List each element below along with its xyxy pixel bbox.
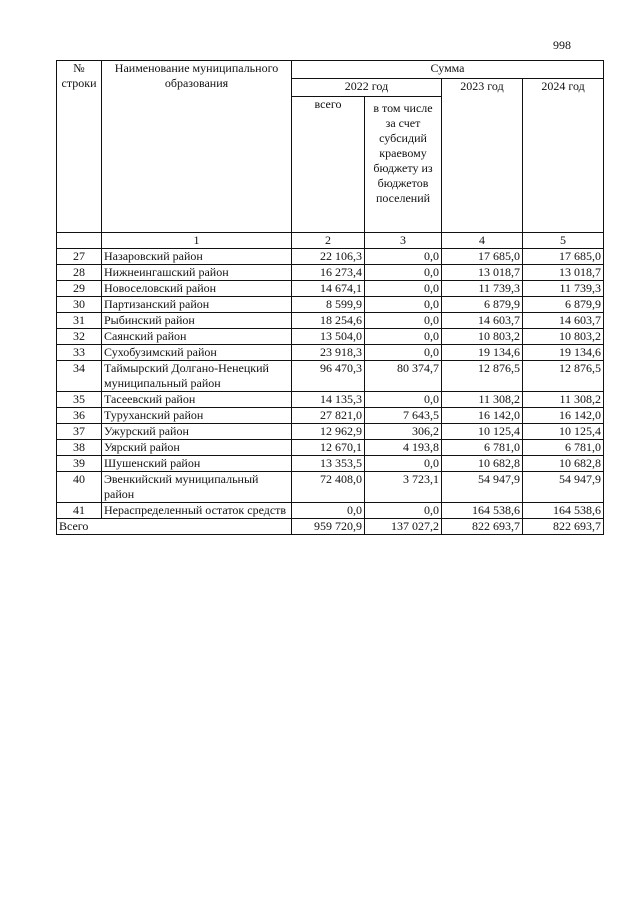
value-2023: 6 781,0 — [442, 440, 523, 456]
subsidy-value: 3 723,1 — [365, 472, 442, 503]
value-2024: 10 803,2 — [523, 329, 604, 345]
row-number: 30 — [57, 297, 102, 313]
table-row — [57, 361, 604, 392]
column-number: 4 — [442, 233, 523, 249]
municipality-name: Тасеевский район — [102, 392, 292, 408]
municipality-name: Туруханский район — [102, 408, 292, 424]
total-value: 22 106,3 — [292, 249, 365, 265]
value-2024: 13 018,7 — [523, 265, 604, 281]
total-value: 12 962,9 — [292, 424, 365, 440]
column-number — [57, 233, 102, 249]
subsidy-value: 0,0 — [365, 503, 442, 519]
municipality-name: Партизанский район — [102, 297, 292, 313]
row-number: 39 — [57, 456, 102, 472]
header-year-2023: 2023 год — [442, 79, 523, 233]
total-value: 12 670,1 — [292, 440, 365, 456]
table-row — [57, 313, 604, 329]
subsidy-value: 4 193,8 — [365, 440, 442, 456]
value-2023: 10 682,8 — [442, 456, 523, 472]
value-2023: 16 142,0 — [442, 408, 523, 424]
value-2024: 10 125,4 — [523, 424, 604, 440]
subsidy-value: 0,0 — [365, 345, 442, 361]
header-total: всего — [292, 97, 365, 233]
column-number: 5 — [523, 233, 604, 249]
value-2024: 6 781,0 — [523, 440, 604, 456]
value-2024: 54 947,9 — [523, 472, 604, 503]
value-2023: 10 125,4 — [442, 424, 523, 440]
total-value: 96 470,3 — [292, 361, 365, 392]
table-row — [57, 345, 604, 361]
total-value: 14 674,1 — [292, 281, 365, 297]
value-2024: 11 739,3 — [523, 281, 604, 297]
total-value: 13 353,5 — [292, 456, 365, 472]
total-value: 16 273,4 — [292, 265, 365, 281]
municipality-name: Сухобузимский район — [102, 345, 292, 361]
table-row — [57, 424, 604, 440]
value-2024: 11 308,2 — [523, 392, 604, 408]
row-number: 27 — [57, 249, 102, 265]
table-row — [57, 265, 604, 281]
row-number: 32 — [57, 329, 102, 345]
page-number: 998 — [553, 38, 571, 52]
subsidy-value: 306,2 — [365, 424, 442, 440]
value-2023: 6 879,9 — [442, 297, 523, 313]
municipality-name: Рыбинский район — [102, 313, 292, 329]
row-number: 37 — [57, 424, 102, 440]
municipality-name: Таймырский Долгано-Ненецкий муниципальный район — [102, 361, 292, 392]
municipality-name: Нижнеингашский район — [102, 265, 292, 281]
value-2023: 11 739,3 — [442, 281, 523, 297]
row-number: 35 — [57, 392, 102, 408]
total-value: 27 821,0 — [292, 408, 365, 424]
grand-value-2023: 822 693,7 — [442, 519, 523, 535]
value-2023: 17 685,0 — [442, 249, 523, 265]
value-2023: 13 018,7 — [442, 265, 523, 281]
table-row — [57, 392, 604, 408]
municipality-name: Назаровский район — [102, 249, 292, 265]
row-number: 41 — [57, 503, 102, 519]
table-row — [57, 297, 604, 313]
column-numbers-row — [57, 233, 604, 249]
table-row — [57, 440, 604, 456]
total-value: 13 504,0 — [292, 329, 365, 345]
table-row — [57, 281, 604, 297]
total-value: 14 135,3 — [292, 392, 365, 408]
row-number: 33 — [57, 345, 102, 361]
grand-total-value: 959 720,9 — [292, 519, 365, 535]
value-2024: 14 603,7 — [523, 313, 604, 329]
municipality-name: Уярский район — [102, 440, 292, 456]
row-number: 36 — [57, 408, 102, 424]
total-value: 23 918,3 — [292, 345, 365, 361]
header-row-number: № строки — [57, 61, 102, 233]
value-2023: 164 538,6 — [442, 503, 523, 519]
value-2023: 10 803,2 — [442, 329, 523, 345]
subsidy-value: 0,0 — [365, 265, 442, 281]
municipality-name: Нераспределенный остаток средств — [102, 503, 292, 519]
subsidy-value: 0,0 — [365, 249, 442, 265]
row-number: 38 — [57, 440, 102, 456]
municipality-name: Ужурский район — [102, 424, 292, 440]
subsidy-value: 0,0 — [365, 392, 442, 408]
municipality-name: Новоселовский район — [102, 281, 292, 297]
municipality-name: Шушенский район — [102, 456, 292, 472]
value-2024: 164 538,6 — [523, 503, 604, 519]
value-2024: 19 134,6 — [523, 345, 604, 361]
subsidy-value: 0,0 — [365, 329, 442, 345]
column-number: 1 — [102, 233, 292, 249]
table-row — [57, 503, 604, 519]
subsidy-value: 7 643,5 — [365, 408, 442, 424]
subsidy-value: 0,0 — [365, 456, 442, 472]
header-year-2024: 2024 год — [523, 79, 604, 233]
total-row — [57, 519, 604, 535]
value-2023: 11 308,2 — [442, 392, 523, 408]
municipality-name: Эвенкийский муниципальный район — [102, 472, 292, 503]
column-number: 2 — [292, 233, 365, 249]
value-2023: 14 603,7 — [442, 313, 523, 329]
grand-value-2024: 822 693,7 — [523, 519, 604, 535]
total-value: 18 254,6 — [292, 313, 365, 329]
row-number: 40 — [57, 472, 102, 503]
header-sum: Сумма — [292, 61, 604, 79]
value-2023: 12 876,5 — [442, 361, 523, 392]
row-number: 29 — [57, 281, 102, 297]
value-2024: 12 876,5 — [523, 361, 604, 392]
value-2024: 16 142,0 — [523, 408, 604, 424]
budget-table — [56, 60, 604, 535]
subsidy-value: 0,0 — [365, 281, 442, 297]
municipality-name: Саянский район — [102, 329, 292, 345]
table-row — [57, 472, 604, 503]
row-number: 28 — [57, 265, 102, 281]
value-2024: 17 685,0 — [523, 249, 604, 265]
table-body — [57, 249, 604, 535]
value-2023: 54 947,9 — [442, 472, 523, 503]
table-row — [57, 329, 604, 345]
total-label: Всего — [57, 519, 292, 535]
row-number: 31 — [57, 313, 102, 329]
header-year-2022: 2022 год — [292, 79, 442, 97]
subsidy-value: 0,0 — [365, 313, 442, 329]
grand-subsidy-value: 137 027,2 — [365, 519, 442, 535]
row-number: 34 — [57, 361, 102, 392]
header-including: в том числе за счет субсидий краевому бюджету из бюджетов поселений — [365, 97, 442, 233]
subsidy-value: 0,0 — [365, 297, 442, 313]
total-value: 8 599,9 — [292, 297, 365, 313]
header-name: Наименование муниципального образования — [102, 61, 292, 233]
table-row — [57, 249, 604, 265]
total-value: 0,0 — [292, 503, 365, 519]
column-number: 3 — [365, 233, 442, 249]
total-value: 72 408,0 — [292, 472, 365, 503]
table-row — [57, 456, 604, 472]
subsidy-value: 80 374,7 — [365, 361, 442, 392]
value-2024: 10 682,8 — [523, 456, 604, 472]
value-2024: 6 879,9 — [523, 297, 604, 313]
table-row — [57, 408, 604, 424]
value-2023: 19 134,6 — [442, 345, 523, 361]
